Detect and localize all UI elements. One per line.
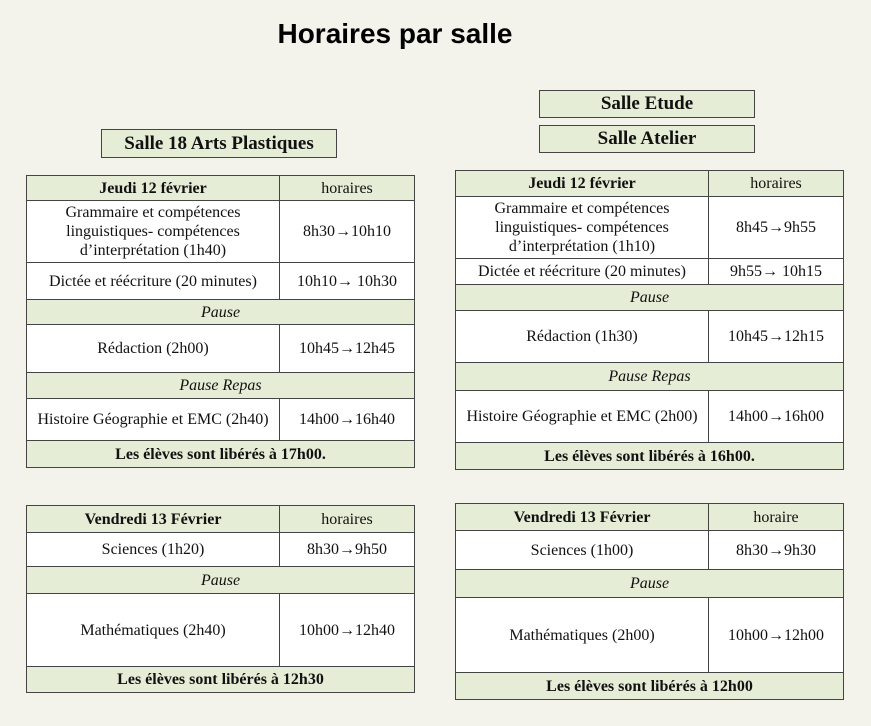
time-cell: 8h30→9h50 (280, 533, 415, 567)
thursday-schedule-right (455, 170, 844, 470)
friday-schedule-left (26, 505, 415, 693)
room-label-atelier: Salle Atelier (539, 125, 755, 153)
pause-row: Pause (456, 570, 844, 598)
table-row (456, 598, 844, 673)
thursday-schedule-left (26, 175, 415, 468)
day-header: Jeudi 12 février (27, 176, 280, 201)
subject-cell: Sciences (1h20) (27, 533, 280, 567)
table-row (27, 533, 415, 567)
table-row (456, 259, 844, 285)
time-cell: 8h30→10h10 (280, 201, 415, 263)
table-row (27, 263, 415, 300)
time-cell: 10h45→12h45 (280, 325, 415, 373)
time-cell: 10h00→12h00 (709, 598, 844, 673)
pause-repas-row: Pause Repas (456, 363, 844, 391)
hours-header: horaire (709, 504, 844, 531)
day-header: Vendredi 13 Février (27, 506, 280, 533)
time-cell: 8h30→9h30 (709, 531, 844, 570)
pause-row: Pause (456, 285, 844, 311)
release-note: Les élèves sont libérés à 16h00. (456, 443, 844, 470)
table-row (27, 325, 415, 373)
table-row (27, 594, 415, 667)
pause-repas-row: Pause Repas (27, 373, 415, 399)
time-cell: 10h45→12h15 (709, 311, 844, 363)
table-row (27, 201, 415, 263)
room-label-arts-plastiques: Salle 18 Arts Plastiques (101, 129, 337, 158)
time-cell: 10h00→12h40 (280, 594, 415, 667)
table-row (456, 311, 844, 363)
subject-cell: Grammaire et compétences linguistiques- compétences d’interprétation (1h10) (456, 197, 709, 259)
time-cell: 14h00→16h40 (280, 399, 415, 441)
subject-cell: Mathématiques (2h40) (27, 594, 280, 667)
page-title: Horaires par salle (277, 18, 513, 49)
subject-cell: Histoire Géographie et EMC (2h00) (456, 391, 709, 443)
subject-cell: Rédaction (1h30) (456, 311, 709, 363)
time-cell: 9h55→ 10h15 (709, 259, 844, 285)
day-header: Jeudi 12 février (456, 171, 709, 197)
subject-cell: Dictée et réécriture (20 minutes) (456, 259, 709, 285)
table-row (456, 531, 844, 570)
subject-cell: Grammaire et compétences linguistiques- compétences d’interprétation (1h40) (27, 201, 280, 263)
time-cell: 10h10→ 10h30 (280, 263, 415, 300)
subject-cell: Rédaction (2h00) (27, 325, 280, 373)
subject-cell: Mathématiques (2h00) (456, 598, 709, 673)
release-note: Les élèves sont libérés à 12h00 (456, 673, 844, 700)
table-row (456, 197, 844, 259)
time-cell: 8h45→9h55 (709, 197, 844, 259)
subject-cell: Dictée et réécriture (20 minutes) (27, 263, 280, 300)
day-header: Vendredi 13 Février (456, 504, 709, 531)
pause-row: Pause (27, 300, 415, 325)
release-note: Les élèves sont libérés à 17h00. (27, 441, 415, 468)
time-cell: 14h00→16h00 (709, 391, 844, 443)
subject-cell: Sciences (1h00) (456, 531, 709, 570)
room-label-etude: Salle Etude (539, 90, 755, 118)
hours-header: horaires (709, 171, 844, 197)
pause-row: Pause (27, 567, 415, 594)
release-note: Les élèves sont libérés à 12h30 (27, 667, 415, 693)
table-row (456, 391, 844, 443)
subject-cell: Histoire Géographie et EMC (2h40) (27, 399, 280, 441)
hours-header: horaires (280, 506, 415, 533)
friday-schedule-right (455, 503, 844, 700)
table-row (27, 399, 415, 441)
hours-header: horaires (280, 176, 415, 201)
